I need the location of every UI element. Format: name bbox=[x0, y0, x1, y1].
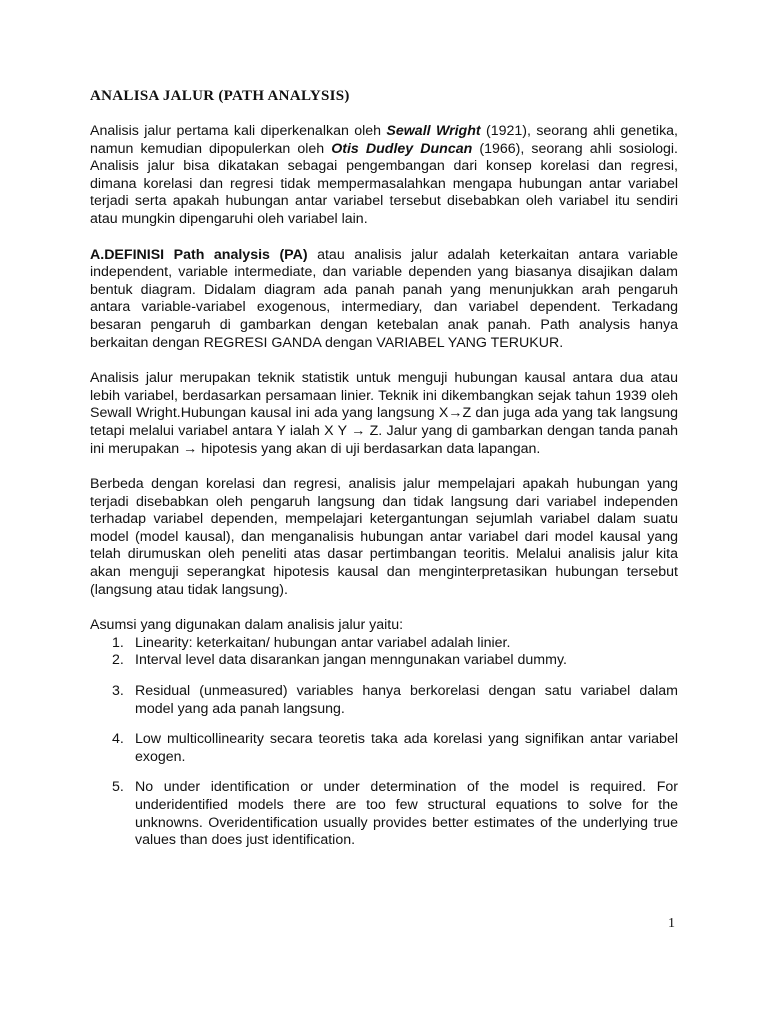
list-item-text: No under identification or under determination of the model is required. For underidentified models there are too few structural equations to solve for the unknowns. Overidentification usually provides better estimates of the underlying true values than does just identification. bbox=[135, 779, 678, 849]
intro-text-3: (1966), seorang ahli sosiologi. Analisis jalur bisa dikatakan sebagai pengembangan dari konsep korelasi dan regresi, dimana korelasi dan regresi tidak mempermasalahkan mengapa hubungan antar variabel terjadi serta apakah hubungan antar variabel tersebut disebabkan oleh variabel itu sendiri atau mungkin dipengaruhi oleh variabel lain. bbox=[90, 140, 678, 227]
list-item-number: 3. bbox=[112, 683, 124, 700]
assumptions-list bbox=[90, 635, 678, 850]
paragraph-definition bbox=[90, 247, 678, 353]
list-item bbox=[90, 652, 678, 670]
list-item-number: 2. bbox=[112, 652, 124, 669]
document-page bbox=[90, 88, 678, 850]
list-item-text: Interval level data disarankan jangan menngunakan variabel dummy. bbox=[135, 652, 567, 669]
list-item-text: Linearity: keterkaitan/ hubungan antar variabel adalah linier. bbox=[135, 634, 511, 651]
paragraph-causal: Analisis jalur merupakan teknik statistik untuk menguji hubungan kausal antara dua atau lebih variabel, berdasarkan persamaan linier. Teknik ini dikembangkan sejak tahun 1939 oleh Sewall Wright.Hubungan kausal ini ada yang langsung X→Z dan juga ada yang tak langsung tetapi melalui variabel antara Y ialah X Y → Z. Jalur yang di gambarkan dengan tanda panah ini merupakan → hipotesis yang akan di uji berdasarkan data lapangan. bbox=[90, 370, 678, 457]
list-item-text: Low multicollinearity secara teoretis taka ada korelasi yang signifikan antar variabel exogen. bbox=[135, 731, 678, 765]
intro-text-2: (1921), seorang ahli genetika, namun kemudian dipopulerkan oleh bbox=[90, 123, 678, 157]
list-item-text: Residual (unmeasured) variables hanya berkorelasi dengan satu variabel dalam model yang ada panah langsung. bbox=[135, 683, 678, 717]
definition-body: atau analisis jalur adalah keterkaitan antara variable independent, variable intermediate, dan variable dependen yang biasanya disajikan dalam bentuk diagram. Didalam diagram ada panah panah yang menunjukkan arah pengaruh antara variable-variabel exogenous, intermediary, dan variabel dependent. Terkadang besaran pengaruh di gambarkan dengan ketebalan anak panah. Path analysis hanya berkaitan dengan REGRESI GANDA dengan VARIABEL YANG TERUKUR. bbox=[90, 246, 678, 351]
list-item bbox=[90, 683, 678, 718]
paragraph-intro bbox=[90, 123, 678, 229]
author-sewall-wright: Sewall Wright bbox=[386, 123, 481, 139]
list-item bbox=[90, 731, 678, 766]
list-item-number: 5. bbox=[112, 779, 124, 796]
list-item bbox=[90, 779, 678, 849]
intro-text-1: Analisis jalur pertama kali diperkenalkan oleh bbox=[90, 123, 387, 139]
list-item-number: 4. bbox=[112, 731, 124, 748]
page-number: 1 bbox=[668, 916, 675, 931]
definition-heading: A.DEFINISI Path analysis (PA) bbox=[90, 246, 308, 263]
author-otis-dudley-duncan: Otis Dudley Duncan bbox=[331, 140, 473, 157]
assumptions-intro: Asumsi yang digunakan dalam analisis jalur yaitu: bbox=[90, 617, 404, 634]
paragraph-comparison: Berbeda dengan korelasi dan regresi, analisis jalur mempelajari apakah hubungan yang terjadi disebabkan oleh pengaruh langsung dan tidak langsung dari variabel independen terhadap variabel dependen, mempelajari ketergantungan sejumlah variabel dalam suatu model (model kausal), dan menganalisis hubungan antar variabel dari model kausal yang telah dirumuskan oleh peneliti atas dasar pertimbangan teoritis. Melalui analisis jalur kita akan menguji seperangkat hipotesis kausal dan menginterpretasikan hubungan tersebut (langsung atau tidak langsung). bbox=[90, 476, 678, 598]
document-title: ANALISA JALUR (PATH ANALYSIS) bbox=[90, 88, 350, 104]
list-item bbox=[90, 635, 678, 653]
list-item-number: 1. bbox=[112, 634, 124, 651]
